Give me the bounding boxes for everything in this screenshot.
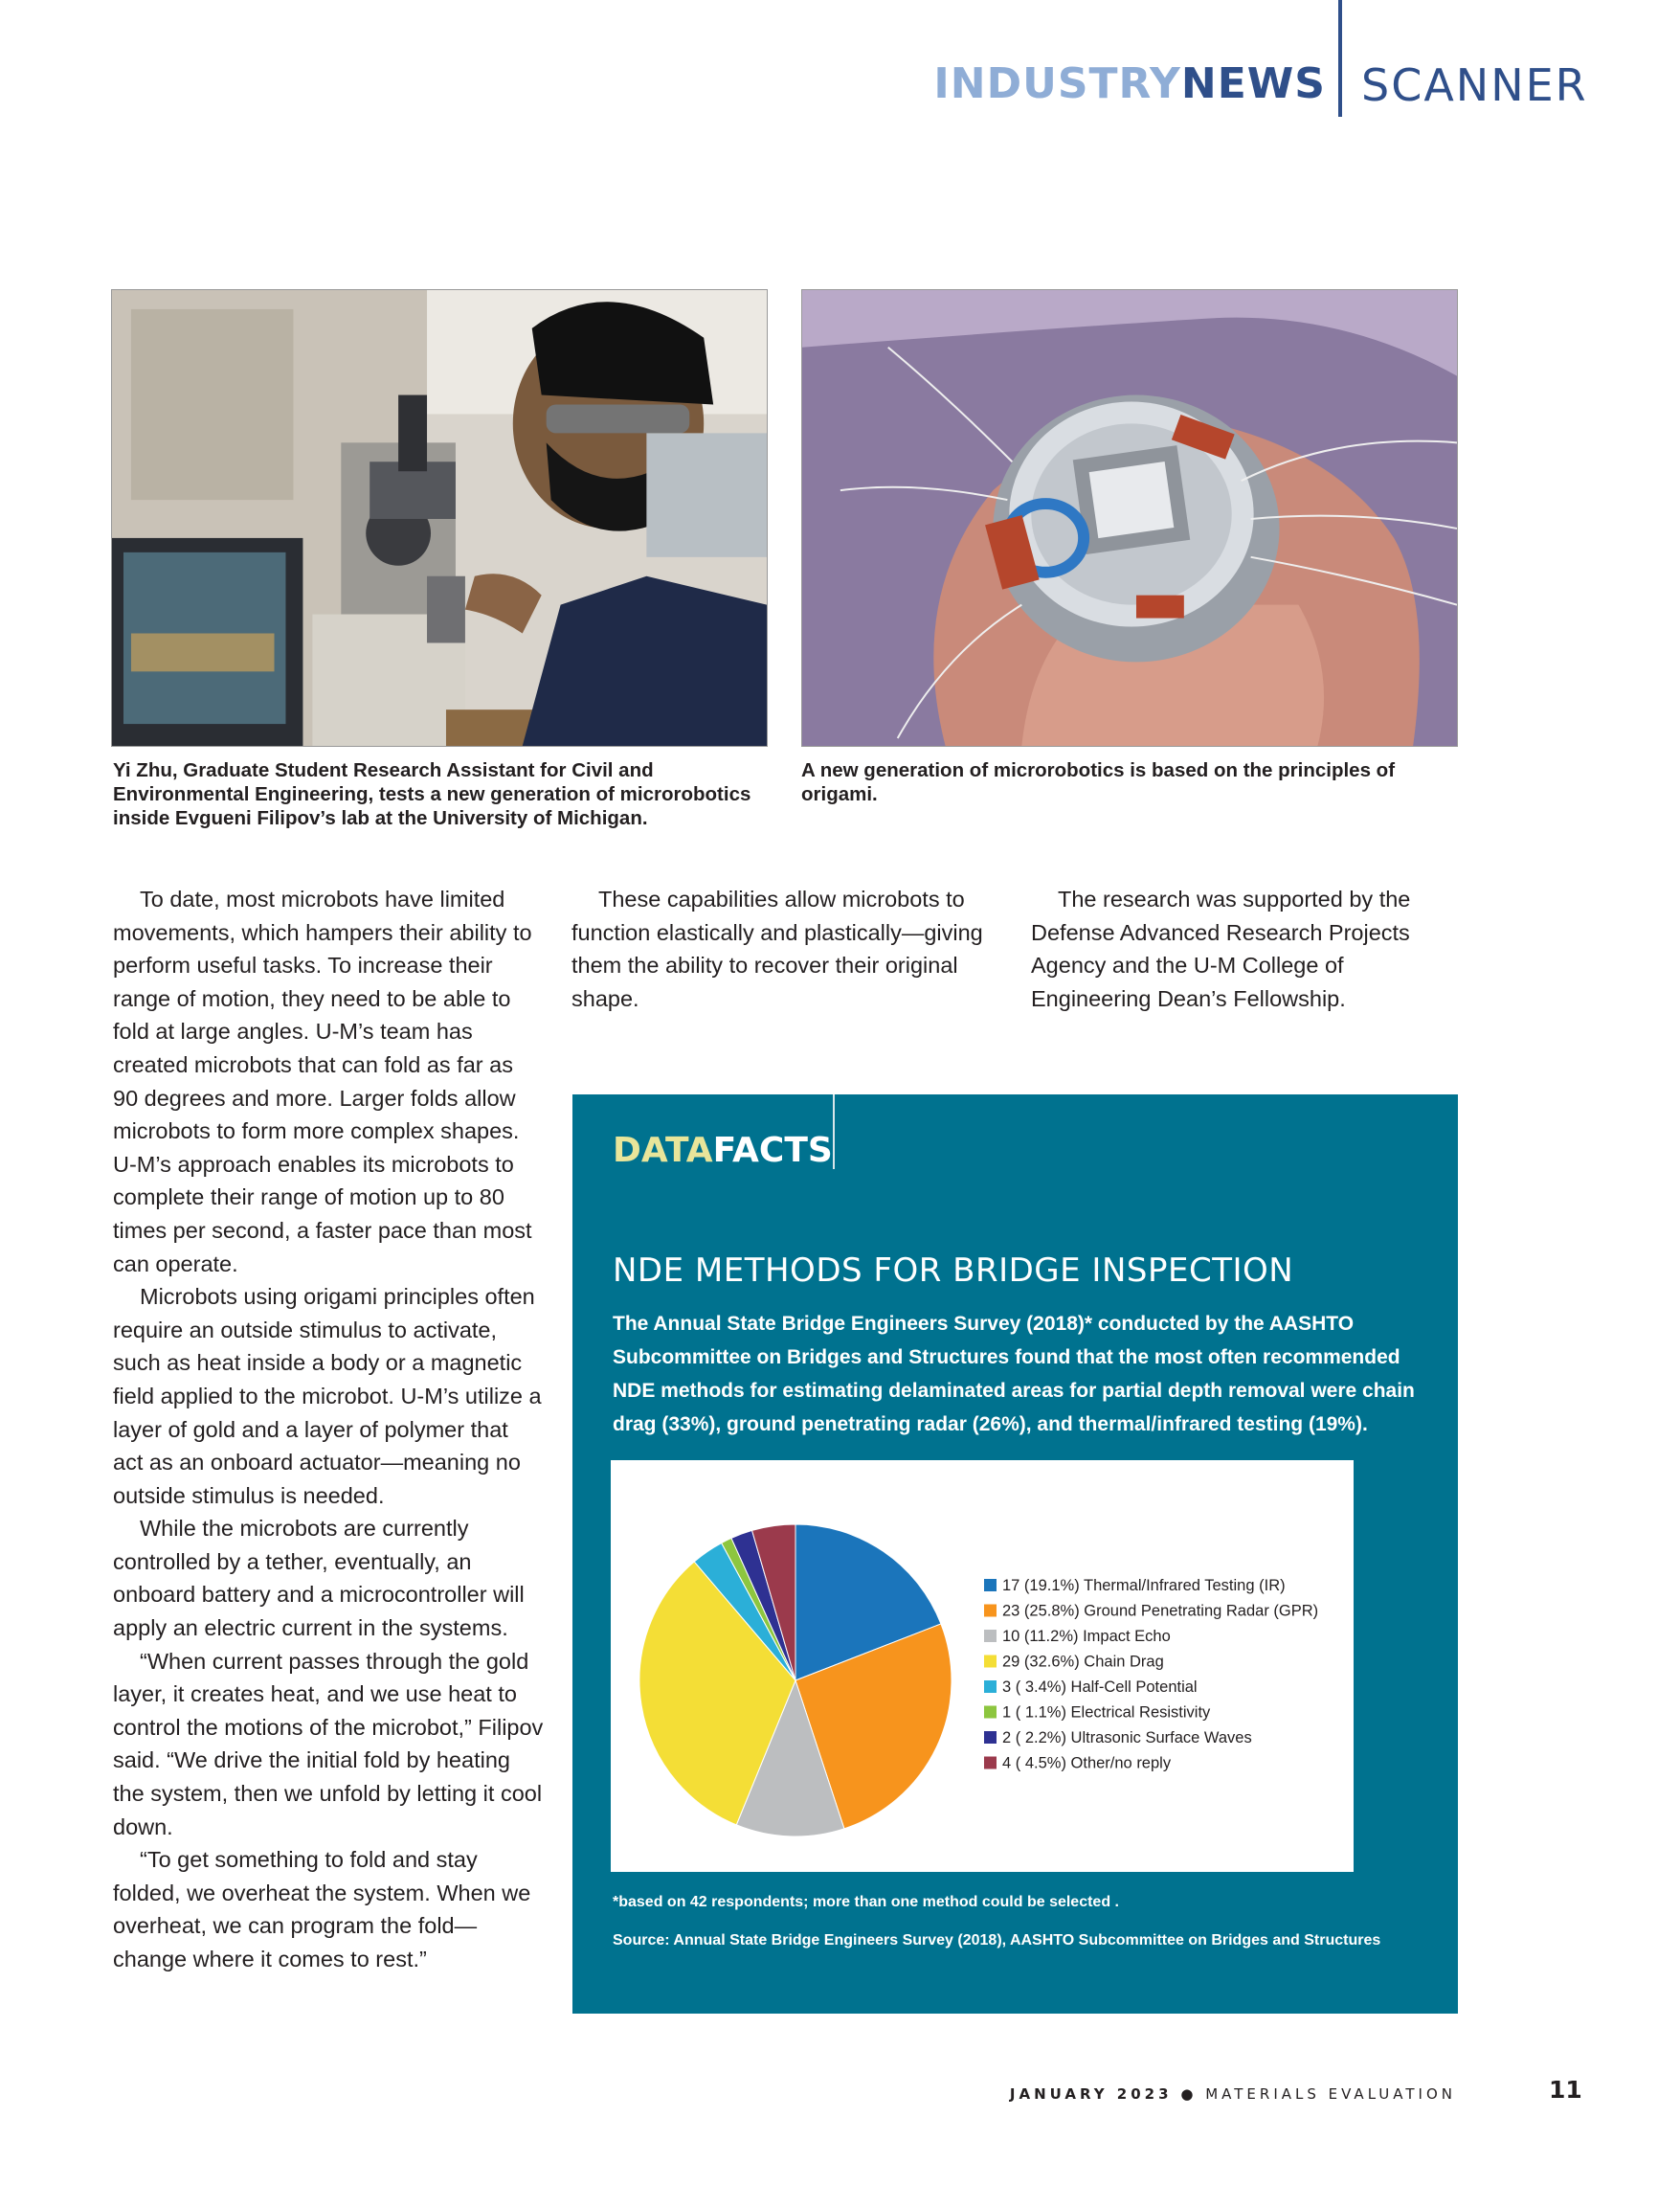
article-column-3 xyxy=(1031,883,1462,1015)
legend-label: 2 ( 2.2%) Ultrasonic Surface Waves xyxy=(1002,1729,1252,1746)
paragraph: “To get something to fold and stay folded, we overheat the system. When we overheat, we can program the fold—change where it comes to rest.” xyxy=(113,1847,531,1971)
legend-swatch xyxy=(984,1731,997,1744)
footer-publication: MATERIALS EVALUATION xyxy=(1205,2085,1456,2103)
header-industry: INDUSTRY xyxy=(933,59,1181,108)
legend-label: 17 (19.1%) Thermal/Infrared Testing (IR) xyxy=(1002,1577,1286,1594)
datafacts-description: The Annual State Bridge Engineers Survey (2018)* conducted by the AASHTO Subcommittee on Bridges and Structures found that the most often recommended NDE methods for estimating delaminated areas for partial depth removal were chain drag (33%), ground penetrating radar (26%), and thermal/infrared testing (19%). xyxy=(613,1313,1415,1435)
paragraph: To date, most microbots have limited movements, which hampers their ability to perform useful tasks. To increase their range of motion, they need to be able to fold at large angles. U-M’s team has created microbots that can fold as far as 90 degrees and more. Larger folds allow microbots to form more complex shapes. U-M’s approach enables its microbots to complete their range of motion up to 80 times per second, a faster pace than most can operate. xyxy=(113,887,532,1276)
article-column-1 xyxy=(113,883,544,1976)
lab-photo xyxy=(111,289,768,747)
section-header-industry-news xyxy=(933,59,1326,108)
legend-label: 4 ( 4.5%) Other/no reply xyxy=(1002,1754,1172,1772)
datafacts-footnote: *based on 42 respondents; more than one method could be selected . xyxy=(613,1894,1119,1910)
legend-swatch xyxy=(984,1579,997,1591)
legend-label: 23 (25.8%) Ground Penetrating Radar (GPR) xyxy=(1002,1602,1319,1620)
legend-swatch xyxy=(984,1605,997,1617)
article-column-2 xyxy=(571,883,1002,1015)
datafacts-label-data: DATA xyxy=(613,1131,713,1170)
datafacts-heading: NDE METHODS FOR BRIDGE INSPECTION xyxy=(613,1251,1294,1290)
paragraph: These capabilities allow microbots to function elastically and plastically—giving them the ability to recover their original shape. xyxy=(571,887,983,1011)
legend-swatch xyxy=(984,1630,997,1642)
datafacts-box xyxy=(572,1094,1458,2014)
datafacts-label-facts: FACTS xyxy=(712,1131,833,1170)
datafacts-source: Source: Annual State Bridge Engineers Survey (2018), AASHTO Subcommittee on Bridges and Structures xyxy=(613,1932,1381,1948)
legend-swatch xyxy=(984,1656,997,1668)
header-news: NEWS xyxy=(1180,59,1326,108)
paragraph: Microbots using origami principles often require an outside stimulus to activate, such as heat inside a body or a magnetic field applied to the microbot. U-M’s utilize a layer of gold and a layer of polymer that act as an onboard actuator—meaning no outside stimulus is needed. xyxy=(113,1284,542,1508)
page-footer xyxy=(1010,2085,1456,2103)
footer-bullet: ● xyxy=(1180,2085,1198,2103)
lab-photo-caption: Yi Zhu, Graduate Student Research Assistant for Civil and Environmental Engineering, tests a new generation of microrobotics inside Evgueni Filipov’s lab at the University of Michigan. xyxy=(113,759,751,829)
paragraph: While the microbots are currently controlled by a tether, eventually, an onboard battery and a microcontroller will apply an electric current in the systems. xyxy=(113,1516,525,1641)
header-section-scanner: SCANNER xyxy=(1361,59,1588,111)
legend-swatch xyxy=(984,1680,997,1693)
legend-label: 3 ( 3.4%) Half-Cell Potential xyxy=(1002,1678,1198,1696)
microrobot-photo xyxy=(801,289,1458,747)
paragraph: The research was supported by the Defense Advanced Research Projects Agency and the U-M College of Engineering Dean’s Fellowship. xyxy=(1031,887,1411,1011)
legend-label: 10 (11.2%) Impact Echo xyxy=(1002,1628,1171,1645)
lab-photo-image xyxy=(112,290,767,746)
paragraph: “When current passes through the gold layer, it creates heat, and we use heat to control the motions of the microbot,” Filipov said. “We drive the initial fold by heating the system, then we unfold by letting it cool down. xyxy=(113,1648,544,1839)
legend-label: 29 (32.6%) Chain Drag xyxy=(1002,1653,1164,1671)
microrobot-photo-caption: A new generation of microrobotics is based on the principles of origami. xyxy=(801,759,1396,805)
datafacts-divider xyxy=(833,1094,835,1169)
pie-chart xyxy=(611,1460,1354,1872)
footer-issue: JANUARY 2023 xyxy=(1009,2085,1173,2103)
legend-swatch xyxy=(984,1757,997,1769)
page-number: 11 xyxy=(1549,2076,1582,2104)
microrobot-photo-image xyxy=(802,290,1457,746)
pie-chart-panel xyxy=(611,1460,1354,1872)
datafacts-label xyxy=(613,1131,833,1170)
legend-swatch xyxy=(984,1706,997,1719)
legend-label: 1 ( 1.1%) Electrical Resistivity xyxy=(1002,1703,1211,1722)
header-divider xyxy=(1338,0,1342,117)
